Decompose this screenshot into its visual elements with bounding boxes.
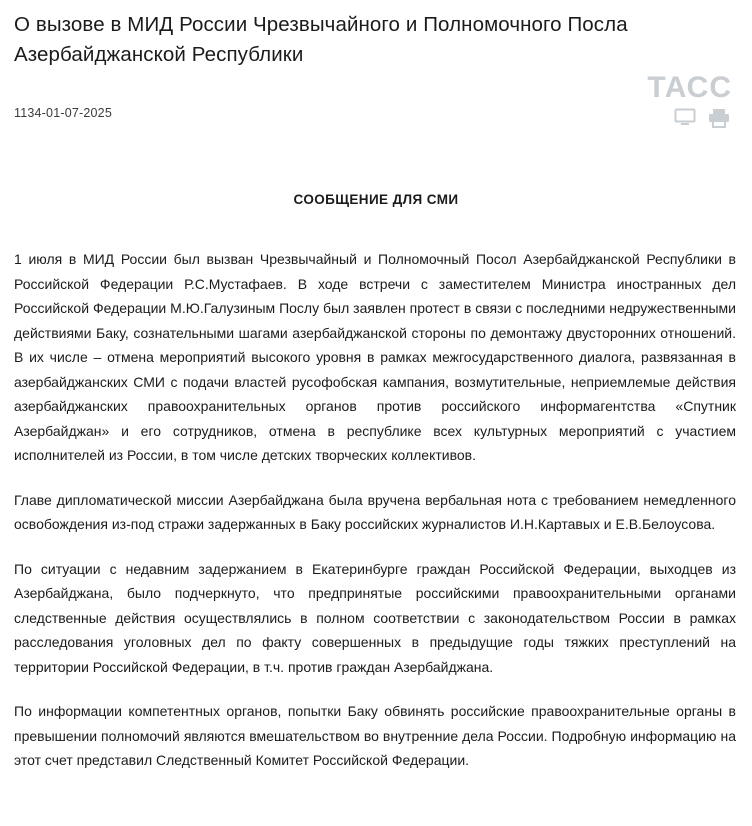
document-body [14, 247, 738, 773]
paragraph: По информации компетентных органов, попытки Баку обвинять российские правоохранительные органы в превышении полномочий являются вмешательством во внутренние дела России. Подробную информацию на этот счет представил Следственный Комитет Российской Федерации. [14, 703, 736, 768]
tass-logo: ТАСС [647, 71, 732, 104]
document-id: 1134-01-07-2025 [14, 106, 112, 120]
press-release-heading: СООБЩЕНИЕ ДЛЯ СМИ [293, 192, 459, 207]
document-meta [14, 71, 738, 146]
screen-icon[interactable] [674, 108, 696, 128]
paragraph: 1 июля в МИД России был вызван Чрезвычайный и Полномочный Посол Азербайджанской Республики в Российской Федерации Р.С.Мустафаев. В ходе встречи с заместителем Министра иностранных дел Российской Федерации М.Ю.Галузиным Послу был заявлен протест в связи с последними недружественными действиями Баку, сознательными шагами азербайджанской стороны по демонтажу двусторонних отношений. В их числе – отмена мероприятий высокого уровня в рамках межгосударственного диалога, развязанная в азербайджанских СМИ с подачи властей русофобская кампания, возмутительные, неприемлемые действия азербайджанских правоохранительных органов против российского информагентства «Спутник Азербайджан» и его сотрудников, отмена в республике всех культурных мероприятий с участием исполнителей из России, в том числе детских творческих коллективов. [14, 251, 736, 463]
printer-icon[interactable] [708, 108, 730, 128]
paragraph: По ситуации с недавним задержанием в Екатеринбурге граждан Российской Федерации, выходцев из Азербайджана, было подчеркнуто, что предпринятые российскими правоохранительными органами следственные действия осуществлялись в полном соответствии с законодательством России в рамках расследования уголовных дел по факту совершенных в предыдущие годы тяжких преступлений на территории Российской Федерации, в т.ч. против граждан Азербайджана. [14, 560, 736, 675]
document-page [0, 10, 752, 826]
document-actions [636, 108, 732, 128]
page-title: О вызове в МИД России Чрезвычайного и Полномочного Посла Азербайджанской Республики [14, 13, 628, 66]
paragraph: Главе дипломатической миссии Азербайджана была вручена вербальная нота с требованием немедленного освобождения из-под стражи задержанных в Баку российских журналистов И.Н.Картавых и Е.В.Белоусова. [14, 491, 736, 532]
brand-block [636, 72, 732, 128]
